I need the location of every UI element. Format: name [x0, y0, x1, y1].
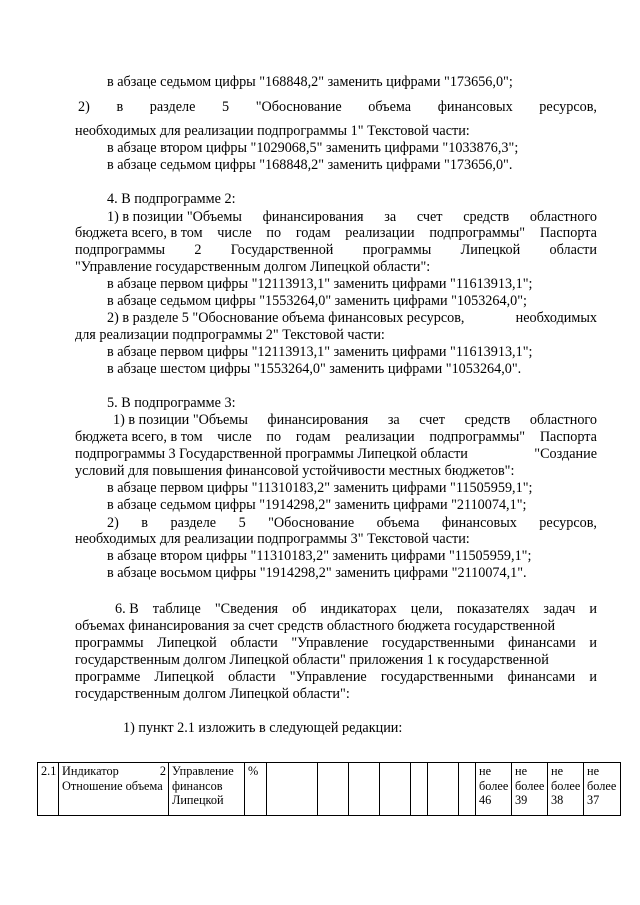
text-word: 1) в позиции "Объемы: [113, 412, 248, 428]
text-word: 2: [194, 242, 202, 258]
text-line: [75, 618, 597, 635]
text-line: [75, 242, 597, 259]
text-line: [75, 652, 597, 669]
unit-cell: %: [245, 763, 267, 816]
value-cell: не более 37: [584, 763, 621, 816]
text-line: в абзаце восьмом цифры "1914298,2" заменить цифрами "2110074,1".: [107, 565, 527, 581]
text-word: по: [266, 429, 282, 445]
text-word: ресурсов,: [539, 515, 597, 531]
indicator-description: Отношение объема: [62, 778, 163, 793]
text-line: государственным долгом Липецкой области":: [75, 686, 350, 702]
indicator-label: Индикатор: [62, 764, 119, 778]
text-word: подпрограммы 3 Государственной программы Липецкой области: [75, 446, 468, 462]
text-word: и: [589, 635, 597, 651]
text-word: по: [266, 225, 282, 241]
text-word: Паспорта: [539, 225, 597, 241]
text-word: объемах финансирования за счет средств областного бюджета государственной: [75, 618, 556, 634]
text-word: Паспорта: [539, 429, 597, 445]
text-word: областного: [529, 209, 597, 225]
text-word: реализации: [345, 429, 415, 445]
empty-cell: [428, 763, 459, 816]
text-word: "Сведения: [214, 601, 279, 617]
indicator-name-cell: [59, 763, 169, 816]
text-word: показателях: [456, 601, 530, 617]
text-line: [75, 669, 597, 686]
text-word: бюджета всего, в том: [75, 429, 203, 445]
text-word: подпрограммы": [429, 225, 526, 241]
text-word: финансами: [507, 669, 576, 685]
text-word: 2): [107, 515, 119, 531]
text-word: 5: [238, 515, 246, 531]
text-line: в абзаце втором цифры "1029068,5" заменить цифрами "1033876,3";: [107, 140, 519, 156]
text-line: в абзаце первом цифры "12113913,1" заменить цифрами "11613913,1";: [107, 276, 533, 292]
text-word: финансами: [508, 635, 576, 651]
text-line: [75, 446, 597, 463]
text-line: необходимых для реализации подпрограммы 3" Текстовой части:: [75, 531, 470, 547]
text-word: области: [549, 242, 597, 258]
text-word: государственными: [380, 669, 494, 685]
text-word: 1) в позиции "Объемы: [107, 209, 242, 225]
text-line: [75, 225, 597, 242]
text-line: в абзаце седьмом цифры "1553264,0" заменить цифрами "1053264,0";: [107, 293, 527, 309]
text-word: и: [589, 601, 597, 617]
text-word: и: [589, 669, 597, 685]
text-word: в: [141, 515, 148, 531]
text-word: счет: [416, 209, 443, 225]
text-word: в: [116, 99, 124, 115]
indicator-number: 2: [159, 764, 166, 778]
value-cell: не более 46: [476, 763, 512, 816]
text-word: 2): [78, 99, 90, 115]
text-word: государственными: [381, 635, 495, 651]
text-word: Государственной: [230, 242, 334, 258]
text-word: цели,: [410, 601, 443, 617]
text-word: областного: [529, 412, 597, 428]
text-line: в абзаце первом цифры "12113913,1" заменить цифрами "11613913,1";: [107, 344, 533, 360]
text-line: [75, 429, 597, 446]
text-line: [113, 412, 597, 429]
text-word: объема: [368, 99, 412, 115]
text-line: [107, 209, 597, 226]
text-word: области: [230, 635, 278, 651]
empty-cell: [349, 763, 380, 816]
text-word: задач: [543, 601, 576, 617]
text-line: в абзаце первом цифры "11310183,2" заменить цифрами "11505959,1";: [107, 480, 533, 496]
text-word: Липецкой: [154, 669, 214, 685]
text-line: 4. В подпрограмме 2:: [107, 191, 236, 207]
text-word: бюджета всего, в том: [75, 225, 203, 241]
text-word: годам: [295, 225, 331, 241]
empty-cell: [318, 763, 349, 816]
text-line: в абзаце шестом цифры "1553264,0" заменить цифрами "1053264,0".: [107, 361, 522, 377]
text-word: финансовых: [437, 99, 513, 115]
text-line: необходимых для реализации подпрограммы 1" Текстовой части:: [75, 123, 470, 139]
text-line: "Управление государственным долгом Липецкой области":: [75, 259, 431, 275]
text-word: средств: [464, 412, 511, 428]
text-line: в абзаце седьмом цифры "1914298,2" заменить цифрами "2110074,1";: [107, 497, 527, 513]
text-word: за: [387, 412, 400, 428]
text-word: Липецкой: [157, 635, 217, 651]
text-word: программы: [362, 242, 432, 258]
text-word: таблице: [152, 601, 201, 617]
text-word: 6. В: [115, 601, 139, 617]
text-word: "Управление: [291, 635, 369, 651]
empty-cell: [267, 763, 318, 816]
text-word: подпрограммы": [429, 429, 526, 445]
text-word: государственным долгом Липецкой области" приложения 1 к государственной: [75, 652, 549, 668]
text-line: в абзаце втором цифры "11310183,2" заменить цифрами "11505959,1";: [107, 548, 532, 564]
text-word: 5: [222, 99, 230, 115]
text-line: 5. В подпрограмме 3:: [107, 395, 236, 411]
text-word: подпрограммы: [75, 242, 165, 258]
text-word: 2) в разделе 5 "Обоснование объема финансовых ресурсов,: [107, 310, 465, 326]
text-word: об: [292, 601, 307, 617]
text-word: программы: [75, 635, 144, 651]
empty-cell: [411, 763, 428, 816]
text-line: [78, 99, 597, 116]
text-word: Липецкой: [460, 242, 521, 258]
text-word: реализации: [345, 225, 415, 241]
text-word: "Обоснование: [268, 515, 355, 531]
text-word: финансовых: [441, 515, 517, 531]
text-line: в абзаце седьмом цифры "168848,2" заменить цифрами "173656,0".: [107, 157, 513, 173]
text-word: счет: [419, 412, 445, 428]
text-word: числе: [217, 225, 252, 241]
empty-cell: [459, 763, 476, 816]
text-line: 1) пункт 2.1 изложить в следующей редакции:: [123, 720, 403, 736]
row-number-cell: 2.1: [38, 763, 59, 816]
text-line: [115, 601, 597, 618]
text-line: [107, 515, 597, 532]
text-word: области: [228, 669, 276, 685]
text-word: числе: [217, 429, 252, 445]
table-row: [38, 763, 621, 816]
text-word: разделе: [170, 515, 217, 531]
text-word: ресурсов,: [539, 99, 597, 115]
empty-cell: [380, 763, 411, 816]
text-line: для реализации подпрограммы 2" Текстовой части:: [75, 327, 385, 343]
text-line: [107, 310, 597, 327]
text-word: финансирования: [262, 209, 364, 225]
text-word: "Управление: [289, 669, 367, 685]
text-word: средств: [463, 209, 510, 225]
text-word: финансирования: [267, 412, 369, 428]
department-cell: Управление финансов Липецкой: [169, 763, 245, 816]
text-word: индикаторах: [320, 601, 397, 617]
text-word: программе: [75, 669, 141, 685]
text-word: за: [384, 209, 397, 225]
text-line: в абзаце седьмом цифры "168848,2" заменить цифрами "173656,0";: [107, 74, 513, 90]
text-word: необходимых: [515, 310, 597, 326]
value-cell: не более 38: [548, 763, 584, 816]
value-cell: не более 39: [512, 763, 548, 816]
indicators-table: [37, 762, 621, 816]
text-word: объема: [376, 515, 420, 531]
text-word: "Создание: [534, 446, 597, 462]
text-line: условий для повышения финансовой устойчивости местных бюджетов":: [75, 463, 515, 479]
text-word: разделе: [149, 99, 196, 115]
text-word: "Обоснование: [255, 99, 342, 115]
text-line: [75, 635, 597, 652]
text-word: годам: [295, 429, 331, 445]
